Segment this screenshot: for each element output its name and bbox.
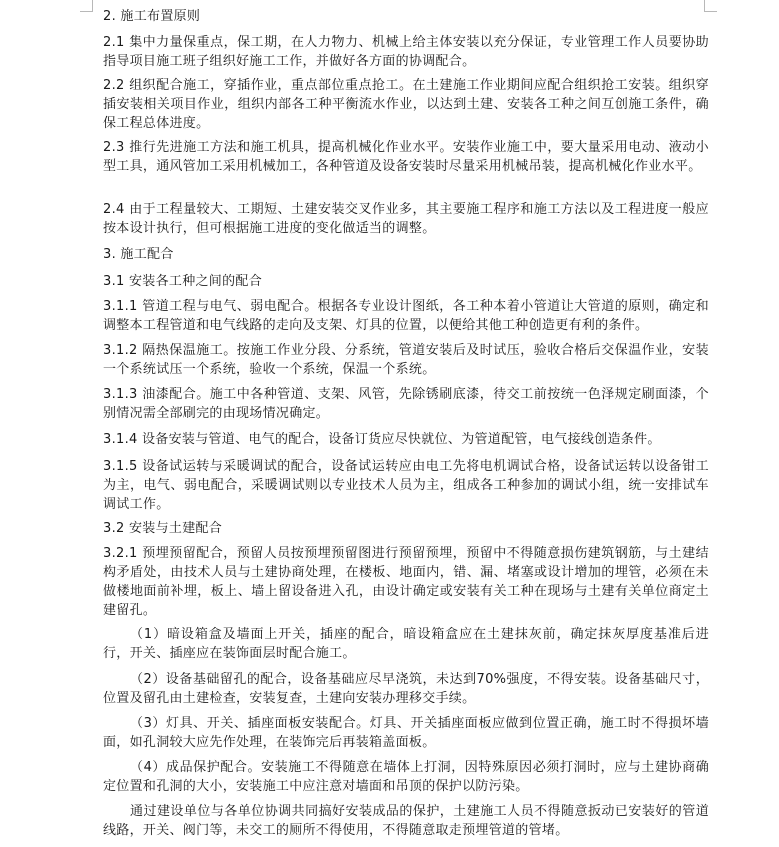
heading-3-1: 3.1 安装各工种之间的配合 — [103, 274, 263, 289]
paragraph-3-1-5: 3.1.5 设备试运转与采暖调试的配合，设备试运转应由电工先将电机调试合格，设备试运转以设备钳工为主，电气、弱电配合，采暖调试则以专业技术人员为主，组成各工种参加的调试小组，统一安排试车调试工作。 — [103, 459, 709, 512]
paragraph-3-1-3: 3.1.3 油漆配合。施工中各种管道、支架、风管，先除锈刷底漆，待交工前按统一色泽规定刷面漆，个别情况需全部刷完的由现场情况确定。 — [103, 387, 709, 421]
list-item-1: （1）暗设箱盒及墙面上开关，插座的配合，暗设箱盒应在土建抹灰前，确定抹灰厚度基准后进行，开关、插座应在装饰面层时配合施工。 — [103, 627, 709, 661]
heading-3-2: 3.2 安装与土建配合 — [103, 521, 223, 536]
page-corner-mark-left — [80, 0, 93, 12]
heading-2: 2. 施工布置原则 — [103, 9, 201, 24]
list-item-2: （2）设备基础留孔的配合，设备基础应尽早浇筑，未达到70%强度，不得安装。设备基础尺寸，位置及留孔由土建检查，安装复查，土建向安装办理移交手续。 — [103, 672, 709, 706]
paragraph-3-1-4: 3.1.4 设备安装与管道、电气的配合，设备订货应尽快就位、为管道配管，电气接线创造条件。 — [103, 432, 661, 447]
list-item-4: （4）成品保护配合。安装施工不得随意在墙体上打洞，因特殊原因必须打洞时，应与土建协商确定位置和孔洞的大小，安装施工中应注意对墙面和吊顶的保护以防污染。 — [103, 760, 709, 794]
paragraph-3-1-2: 3.1.2 隔热保温施工。按施工作业分段、分系统，管道安装后及时试压，验收合格后交保温作业，安装一个系统试压一个系统，验收一个系统，保温一个系统。 — [103, 343, 709, 377]
paragraph-2-3: 2.3 推行先进施工方法和施工机具，提高机械化作业水平。安装作业施工中，要大量采用电动、液动小型工具，通风管加工采用机械加工，各种管道及设备安装时尽量采用机械吊装，提高机械化作业水平。 — [103, 140, 709, 174]
paragraph-2-4: 2.4 由于工程量较大、工期短、土建安装交叉作业多，其主要施工程序和施工方法以及工程进度一般应按本设计执行，但可根据施工进度的变化做适当的调整。 — [103, 202, 709, 236]
paragraph-2-1: 2.1 集中力量保重点，保工期，在人力物力、机械上给主体安装以充分保证，专业管理工作人员要协助指导项目施工班子组织好施工工作，并做好各方面的协调配合。 — [103, 35, 709, 69]
paragraph-closing: 通过建设单位与各单位协调共同搞好安装成品的保护，土建施工人员不得随意扳动已安装好的管道线路，开关、阀门等，未交工的厕所不得使用，不得随意取走预埋管道的管堵。 — [103, 804, 709, 838]
heading-3: 3. 施工配合 — [103, 247, 174, 262]
paragraph-2-2: 2.2 组织配合施工，穿插作业，重点部位重点抢工。在土建施工作业期间应配合组织抢工安装。组织穿插安装相关项目作业，组织内部各工种平衡流水作业，以达到土建、安装各工种之间互创施工条件，确保工程总体进度。 — [103, 78, 709, 131]
paragraph-3-1-1: 3.1.1 管道工程与电气、弱电配合。根据各专业设计图纸，各工种本着小管道让大管道的原则，确定和调整本工程管道和电气线路的走向及支架、灯具的位置，以便给其他工种创造更有利的条件。 — [103, 299, 709, 333]
page-corner-mark-right — [704, 0, 717, 12]
list-item-3: （3）灯具、开关、插座面板安装配合。灯具、开关插座面板应做到位置正确，施工时不得损坏墙面，如孔洞较大应先作处理，在装饰完后再装箱盖面板。 — [103, 716, 709, 750]
paragraph-3-2-1: 3.2.1 预埋预留配合，预留人员按预埋预留图进行预留预埋，预留中不得随意损伤建筑钢筋，与土建结构矛盾处，由技术人员与土建协商处理，在楼板、地面内，错、漏、堵塞或设计增加的埋管，必须在未做楼地面前补埋，板上、墙上留设备进入孔，由设计确定或安装有关工种在现场与土建有关单位商定土建留孔。 — [103, 546, 709, 618]
